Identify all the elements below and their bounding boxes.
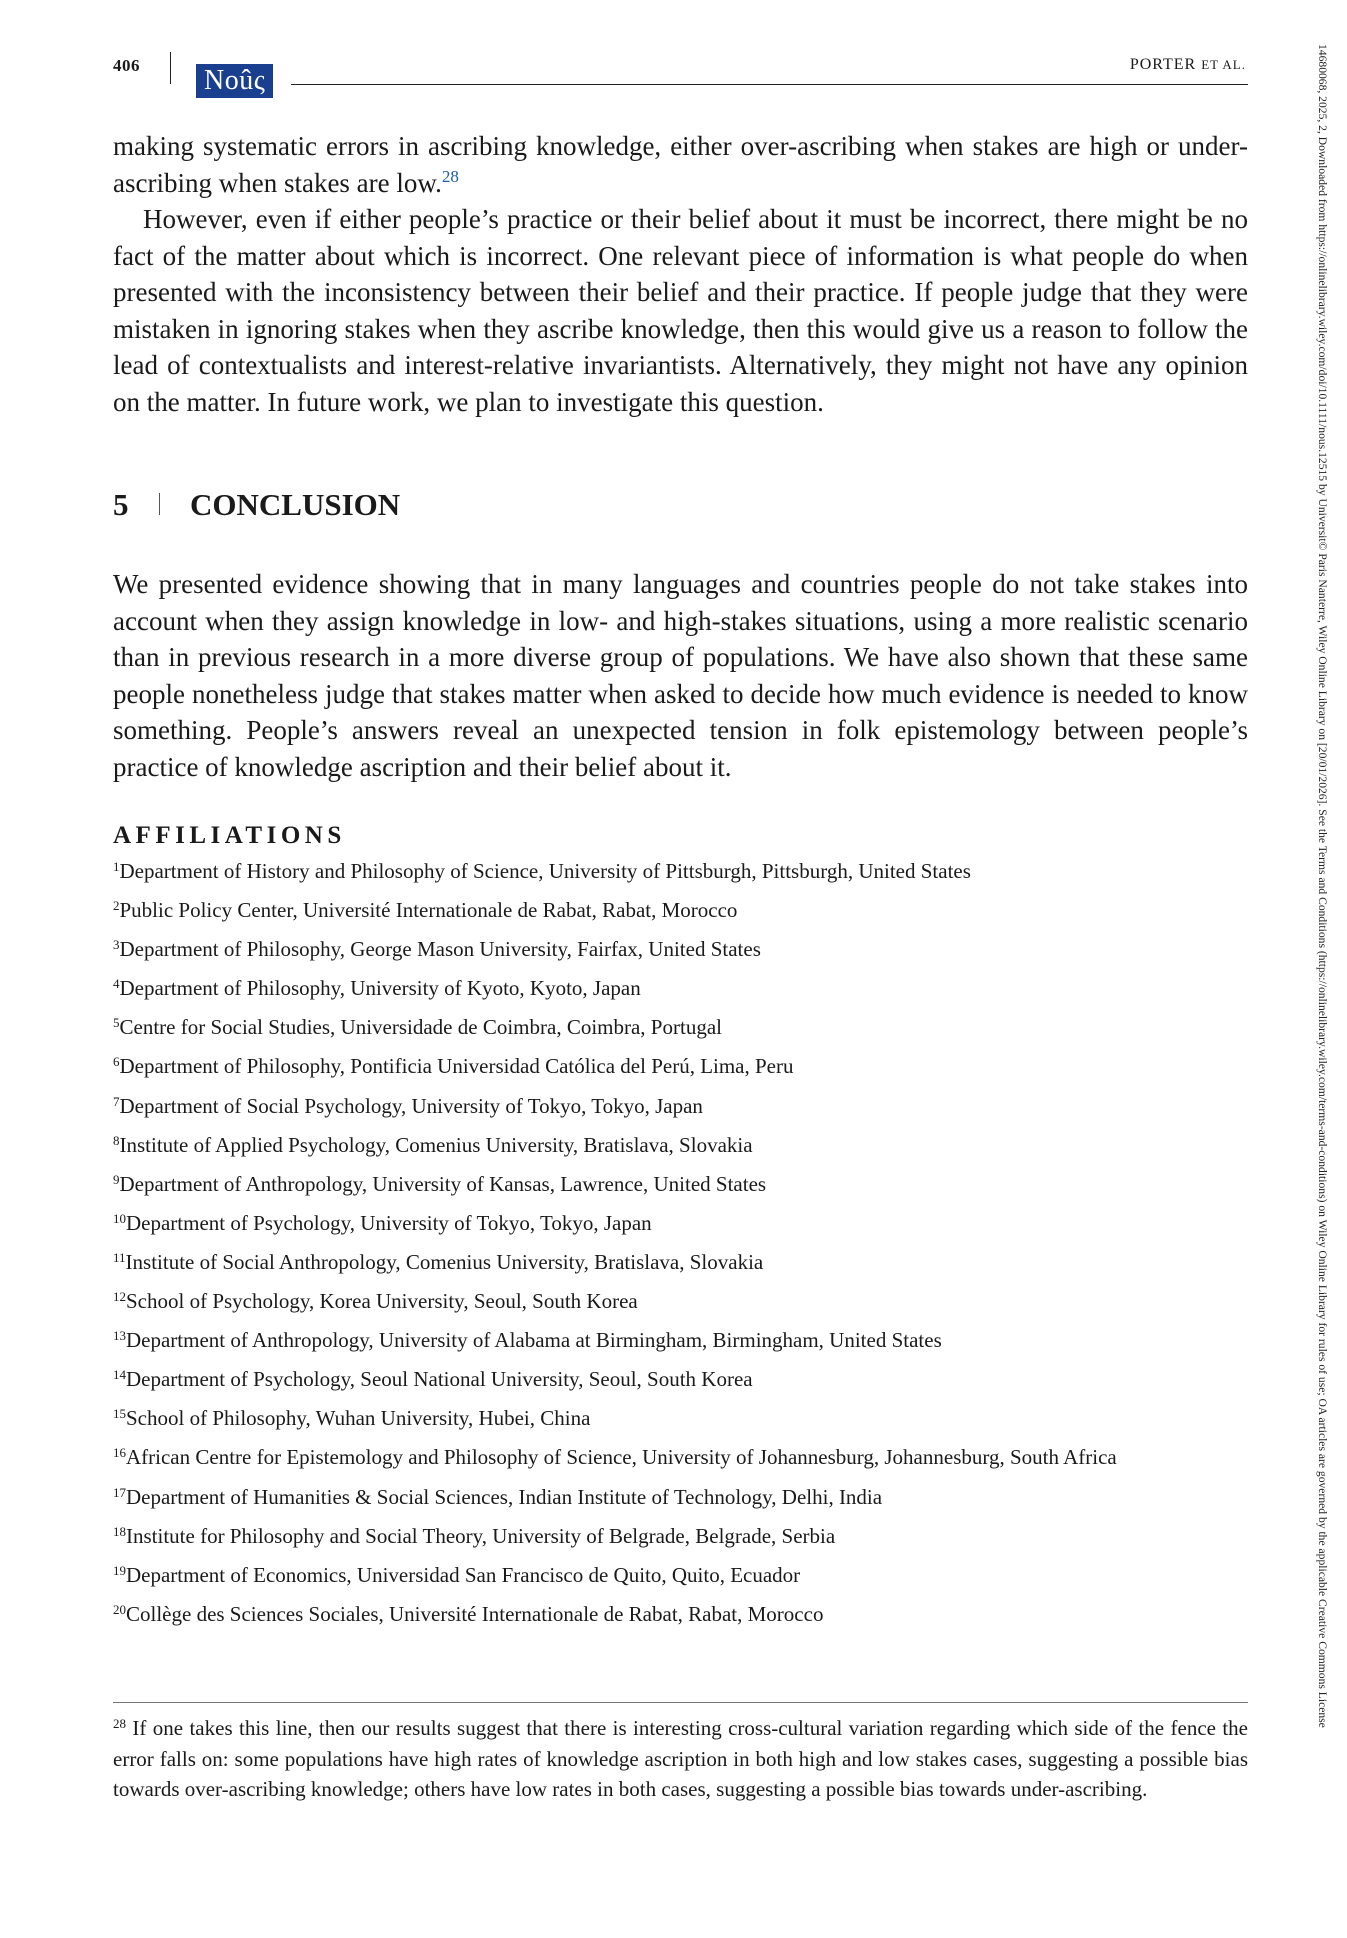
affiliation-text: Public Policy Center, Université Internationale de Rabat, Rabat, Morocco — [119, 898, 738, 923]
footnote-rule — [113, 1702, 1248, 1703]
affiliation-text: Institute for Philosophy and Social Theory, University of Belgrade, Belgrade, Serbia — [126, 1523, 836, 1548]
affiliation-number: 20 — [113, 1601, 126, 1617]
header-rule — [291, 84, 1248, 85]
affiliation-number: 10 — [113, 1210, 126, 1226]
affiliation-number: 7 — [113, 1093, 120, 1109]
paragraph-1-text: making systematic errors in ascribing knowledge, either over-ascribing when stakes are high or under-ascribing when stakes are low. — [113, 131, 1248, 198]
affiliation-text: Department of Philosophy, University of Kyoto, Kyoto, Japan — [119, 976, 641, 1001]
affiliation-number: 1 — [113, 859, 120, 874]
affiliation-text: Department of Economics, Universidad San Francisco de Quito, Quito, Ecuador — [126, 1562, 801, 1587]
affiliation-text: School of Philosophy, Wuhan University, Hubei, China — [126, 1406, 591, 1431]
affiliation-item — [113, 1126, 1263, 1165]
affiliation-item — [113, 852, 1263, 891]
affiliation-number: 17 — [113, 1484, 126, 1500]
affiliation-text: Department of Anthropology, University of Alabama at Birmingham, Birmingham, United States — [126, 1328, 942, 1353]
affiliation-text: Department of Psychology, University of Tokyo, Tokyo, Japan — [126, 1210, 652, 1235]
footnote-number: 28 — [113, 1716, 126, 1731]
affiliations-list — [113, 852, 1263, 1634]
affiliation-number: 18 — [113, 1523, 126, 1539]
affiliation-item — [113, 891, 1263, 930]
affiliation-number: 19 — [113, 1562, 126, 1578]
affiliation-text: Department of Psychology, Seoul National University, Seoul, South Korea — [126, 1367, 753, 1392]
affiliation-number: 15 — [113, 1406, 126, 1422]
affiliation-number: 3 — [113, 937, 120, 953]
affiliation-number: 11 — [113, 1249, 126, 1265]
affiliation-text: Department of History and Philosophy of Science, University of Pittsburgh, Pittsburgh, United States — [119, 859, 971, 883]
affiliation-item — [113, 1478, 1263, 1517]
running-head-suffix: ET AL. — [1201, 57, 1246, 72]
affiliation-text: Department of Anthropology, University of Kansas, Lawrence, United States — [119, 1171, 767, 1196]
affiliation-text: Institute of Applied Psychology, Comenius University, Bratislava, Slovakia — [119, 1132, 753, 1157]
section-divider — [159, 493, 160, 515]
journal-logo: Noûς — [196, 64, 273, 98]
affiliation-text: Department of Social Psychology, University of Tokyo, Tokyo, Japan — [119, 1093, 703, 1118]
affiliations-heading: AFFILIATIONS — [113, 822, 346, 849]
affiliation-number: 6 — [113, 1054, 120, 1070]
affiliation-item — [113, 1360, 1263, 1399]
affiliation-item — [113, 1008, 1263, 1047]
download-notice: 14680068, 2025, 2, Downloaded from https://onlinelibrary.wiley.com/doi/10.1111/nous.12515 by Universit© Paris Nanterre, Wiley Online Library on [20/01/2026]. See the Terms and Conditions (https://onlinelibrary.wiley.com/terms-and-conditions) on Wiley Online Library for rules of use; OA articles are governed by the applicable Creative Commons License — [1316, 44, 1329, 1728]
affiliation-text: School of Psychology, Korea University, Seoul, South Korea — [126, 1289, 638, 1314]
affiliation-number: 4 — [113, 976, 120, 992]
section-title: CONCLUSION — [190, 487, 401, 522]
affiliation-number: 13 — [113, 1328, 126, 1344]
affiliation-text: Collège des Sciences Sociales, Université Internationale de Rabat, Rabat, Morocco — [126, 1601, 824, 1626]
affiliation-item — [113, 930, 1263, 969]
affiliation-text: Institute of Social Anthropology, Comenius University, Bratislava, Slovakia — [125, 1249, 764, 1274]
affiliation-number: 16 — [113, 1445, 126, 1461]
section-heading — [113, 487, 400, 523]
affiliation-text: Department of Philosophy, Pontificia Universidad Católica del Perú, Lima, Peru — [119, 1054, 794, 1079]
running-head-author: PORTER — [1129, 56, 1197, 73]
affiliation-text: African Centre for Epistemology and Philosophy of Science, University of Johannesburg, Johannesburg, South Africa — [126, 1445, 1117, 1470]
affiliation-item — [113, 1321, 1263, 1360]
footnote-ref-28[interactable]: 28 — [441, 166, 459, 186]
affiliation-item — [113, 1517, 1263, 1556]
page-header — [113, 52, 1248, 102]
conclusion-paragraph: We presented evidence showing that in many languages and countries people do not take stakes into account when they assign knowledge in low- and high-stakes situations, using a more realistic scenario than in previous research in a more diverse group of populations. We have also shown that these same people nonetheless judge that stakes matter when asked to decide how much evidence is needed to know something. People’s answers reveal an unexpected tension in folk epistemology between people’s practice of knowledge ascription and their belief about it. — [113, 569, 1248, 782]
affiliation-item — [113, 1204, 1263, 1243]
affiliation-text: Department of Philosophy, George Mason University, Fairfax, United States — [119, 937, 761, 962]
page-number: 406 — [113, 56, 140, 75]
affiliation-number: 8 — [113, 1132, 120, 1148]
affiliation-number: 2 — [113, 898, 120, 914]
section-number: 5 — [113, 487, 129, 522]
affiliation-item — [113, 1399, 1263, 1438]
affiliation-text: Department of Humanities & Social Sciences, Indian Institute of Technology, Delhi, India — [126, 1484, 883, 1509]
affiliation-number: 5 — [113, 1015, 120, 1031]
affiliation-item — [113, 1595, 1263, 1634]
affiliation-item — [113, 1243, 1263, 1282]
running-head — [1130, 56, 1246, 74]
header-divider — [170, 52, 171, 84]
download-notice-strip — [1312, 44, 1332, 1914]
affiliation-item — [113, 1165, 1263, 1204]
affiliation-item — [113, 1438, 1263, 1477]
affiliation-item — [113, 969, 1263, 1008]
footnote-text: If one takes this line, then our results suggest that there is interesting cross-cultural variation regarding which side of the fence the error falls on: some populations have high rates of knowledge ascription in both high and low stakes cases, suggesting a possible bias towards over-ascribing knowledge; others have low rates in both cases, suggesting a possible bias towards under-ascribing. — [113, 1716, 1249, 1801]
affiliation-number: 9 — [113, 1171, 120, 1187]
affiliation-text: Centre for Social Studies, Universidade de Coimbra, Coimbra, Portugal — [119, 1015, 722, 1040]
paragraph-1 — [113, 128, 1248, 201]
footnote-28 — [113, 1713, 1248, 1805]
affiliation-item — [113, 1087, 1263, 1126]
affiliation-number: 12 — [113, 1289, 126, 1305]
affiliation-number: 14 — [113, 1367, 126, 1383]
affiliation-item — [113, 1556, 1263, 1595]
affiliation-item — [113, 1282, 1263, 1321]
affiliation-item — [113, 1047, 1263, 1086]
paragraph-2: However, even if either people’s practice or their belief about it must be incorrect, there might be no fact of the matter about which is incorrect. One relevant piece of information is what people do when presented with the inconsistency between their belief and their practice. If people judge that they were mistaken in ignoring stakes when they ascribe knowledge, then this would give us a reason to follow the lead of contextualists and interest-relative invariantists. Alternatively, they might not have any opinion on the matter. In future work, we plan to investigate this question. — [113, 204, 1248, 417]
